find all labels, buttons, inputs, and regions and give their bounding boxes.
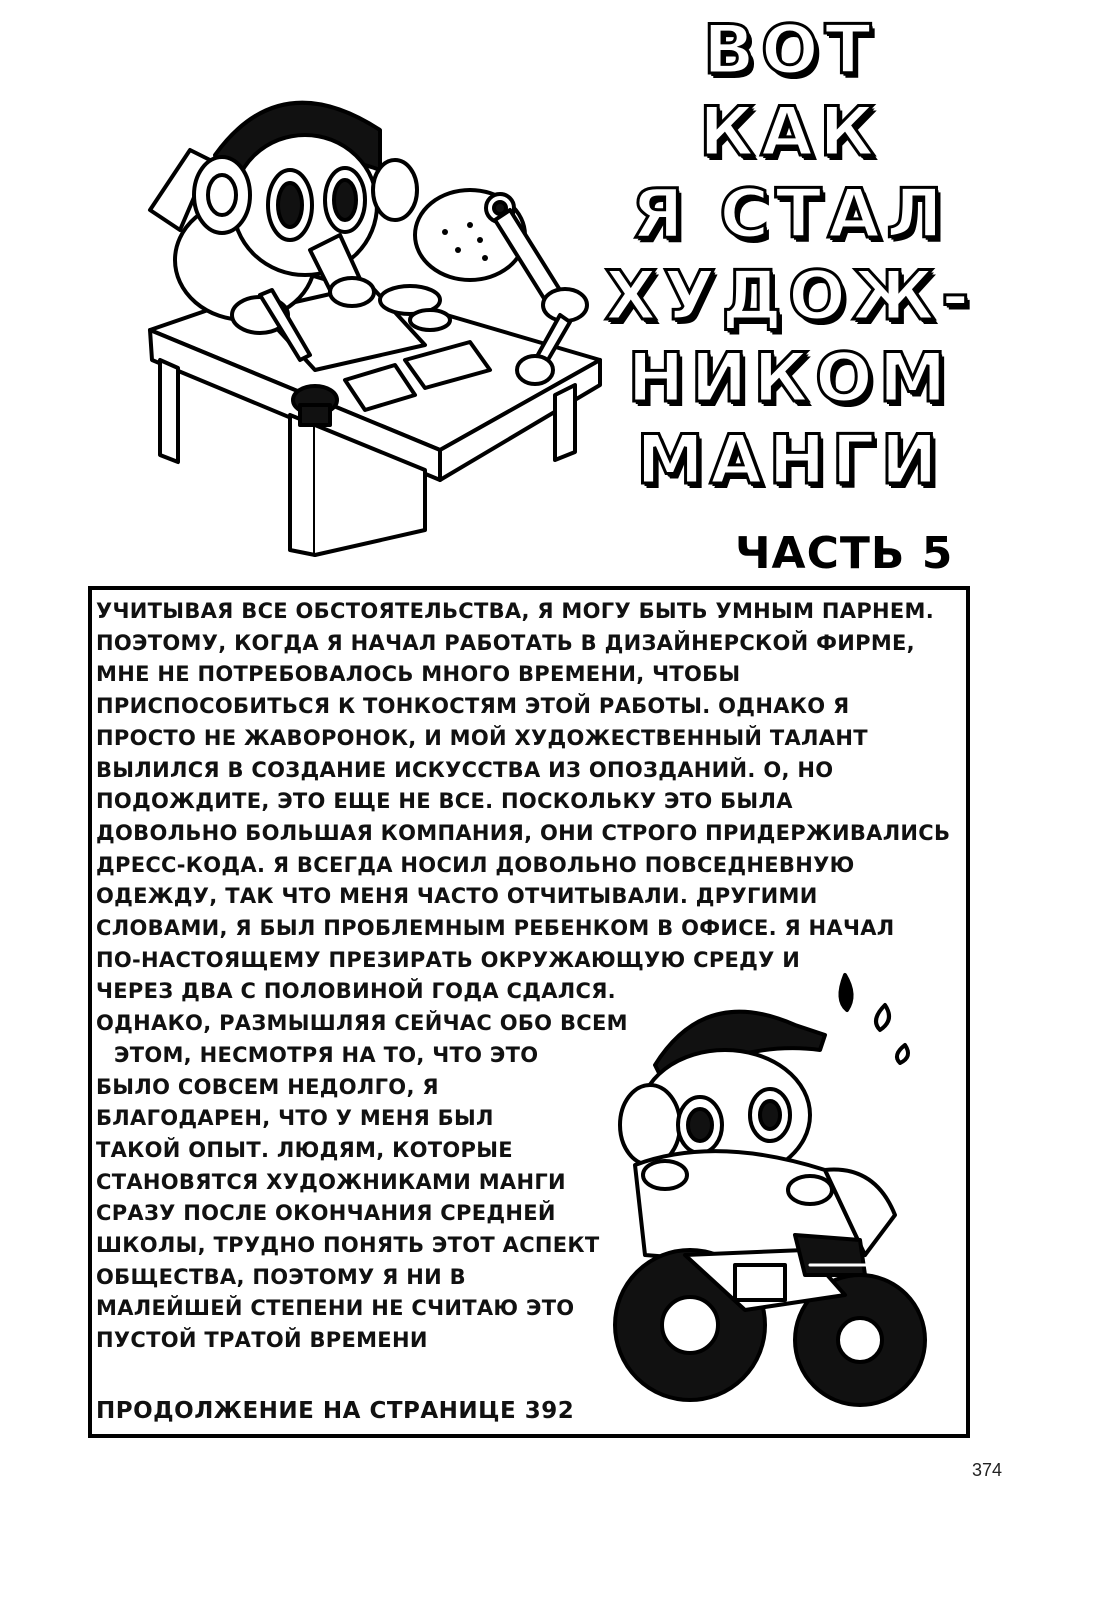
part-label: ЧАСТЬ 5 (735, 528, 954, 579)
title-line: НИКОМ (627, 339, 953, 418)
body-line: ОДЕЖДУ, ТАК ЧТО МЕНЯ ЧАСТО ОТЧИТЫВАЛИ. ДРУГИМИ (96, 884, 818, 909)
body-line: ШКОЛЫ, ТРУДНО ПОНЯТЬ ЭТОТ АСПЕКТ (96, 1233, 600, 1258)
body-line: ПУСТОЙ ТРАТОЙ ВРЕМЕНИ (96, 1328, 428, 1353)
robot-artist-at-desk-illustration (140, 60, 610, 560)
body-line: ОДНАКО, РАЗМЫШЛЯЯ СЕЙЧАС ОБО ВСЕМ (96, 1011, 628, 1036)
body-line: ПРОСТО НЕ ЖАВОРОНОК, И МОЙ ХУДОЖЕСТВЕННЫЙ ТАЛАНТ (96, 725, 868, 750)
body-line: УЧИТЫВАЯ ВСЕ ОБСТОЯТЕЛЬСТВА, Я МОГУ БЫТЬ УМНЫМ ПАРНЕМ. (96, 599, 935, 623)
chapter-title (600, 10, 980, 502)
body-line: МНЕ НЕ ПОТРЕБОВАЛОСЬ МНОГО ВРЕМЕНИ, ЧТОБЫ (96, 662, 741, 687)
body-line: ОБЩЕСТВА, ПОЭТОМУ Я НИ В (96, 1264, 466, 1289)
title-line: ВОТ КАК (699, 11, 881, 172)
continue-note: ПРОДОЛЖЕНИЕ НА СТРАНИЦЕ 392 (96, 1398, 575, 1424)
body-line: ПОЭТОМУ, КОГДА Я НАЧАЛ РАБОТАТЬ В ДИЗАЙНЕРСКОЙ ФИРМЕ, (96, 630, 915, 655)
body-line: ПРИСПОСОБИТЬСЯ К ТОНКОСТЯМ ЭТОЙ РАБОТЫ. ОДНАКО Я (96, 694, 850, 719)
body-line: ДРЕСС-КОДА. Я ВСЕГДА НОСИЛ ДОВОЛЬНО ПОВСЕДНЕВНУЮ (96, 852, 855, 877)
body-line: ПОДОЖДИТЕ, ЭТО ЕЩЕ НЕ ВСЕ. ПОСКОЛЬКУ ЭТО БЫЛА (96, 789, 793, 814)
body-line: СРАЗУ ПОСЛЕ ОКОНЧАНИЯ СРЕДНЕЙ (96, 1201, 556, 1226)
body-line: ЭТОМ, НЕСМОТРЯ НА ТО, ЧТО ЭТО (114, 1042, 539, 1067)
body-line: БЛАГОДАРЕН, ЧТО У МЕНЯ БЫЛ (96, 1106, 494, 1131)
title-line: Я СТАЛ (631, 175, 949, 254)
body-line: СТАНОВЯТСЯ ХУДОЖНИКАМИ МАНГИ (96, 1169, 566, 1194)
body-line: ПО-НАСТОЯЩЕМУ ПРЕЗИРАТЬ ОКРУЖАЮЩУЮ СРЕДУ И (96, 947, 801, 972)
body-line: МАЛЕЙШЕЙ СТЕПЕНИ НЕ СЧИТАЮ ЭТО (96, 1296, 575, 1321)
body-line: ВЫЛИЛСЯ В СОЗДАНИЕ ИСКУССТВА ИЗ ОПОЗДАНИЙ. О, НО (96, 757, 834, 782)
title-line: МАНГИ (636, 421, 944, 500)
body-line: ЧЕРЕЗ ДВА С ПОЛОВИНОЙ ГОДА СДАЛСЯ. (96, 979, 616, 1004)
body-line: СЛОВАМИ, Я БЫЛ ПРОБЛЕМНЫМ РЕБЕНКОМ В ОФИСЕ. Я НАЧАЛ (96, 916, 895, 941)
title-line: ХУДОЖ- (604, 257, 976, 336)
body-line: ДОВОЛЬНО БОЛЬШАЯ КОМПАНИЯ, ОНИ СТРОГО ПРИДЕРЖИВАЛИСЬ (96, 820, 951, 845)
body-line: ТАКОЙ ОПЫТ. ЛЮДЯМ, КОТОРЫЕ (96, 1137, 513, 1162)
robot-on-motorbike-illustration (595, 965, 945, 1415)
page-number: 374 (972, 1460, 1003, 1480)
body-line: БЫЛО СОВСЕМ НЕДОЛГО, Я (96, 1074, 439, 1099)
